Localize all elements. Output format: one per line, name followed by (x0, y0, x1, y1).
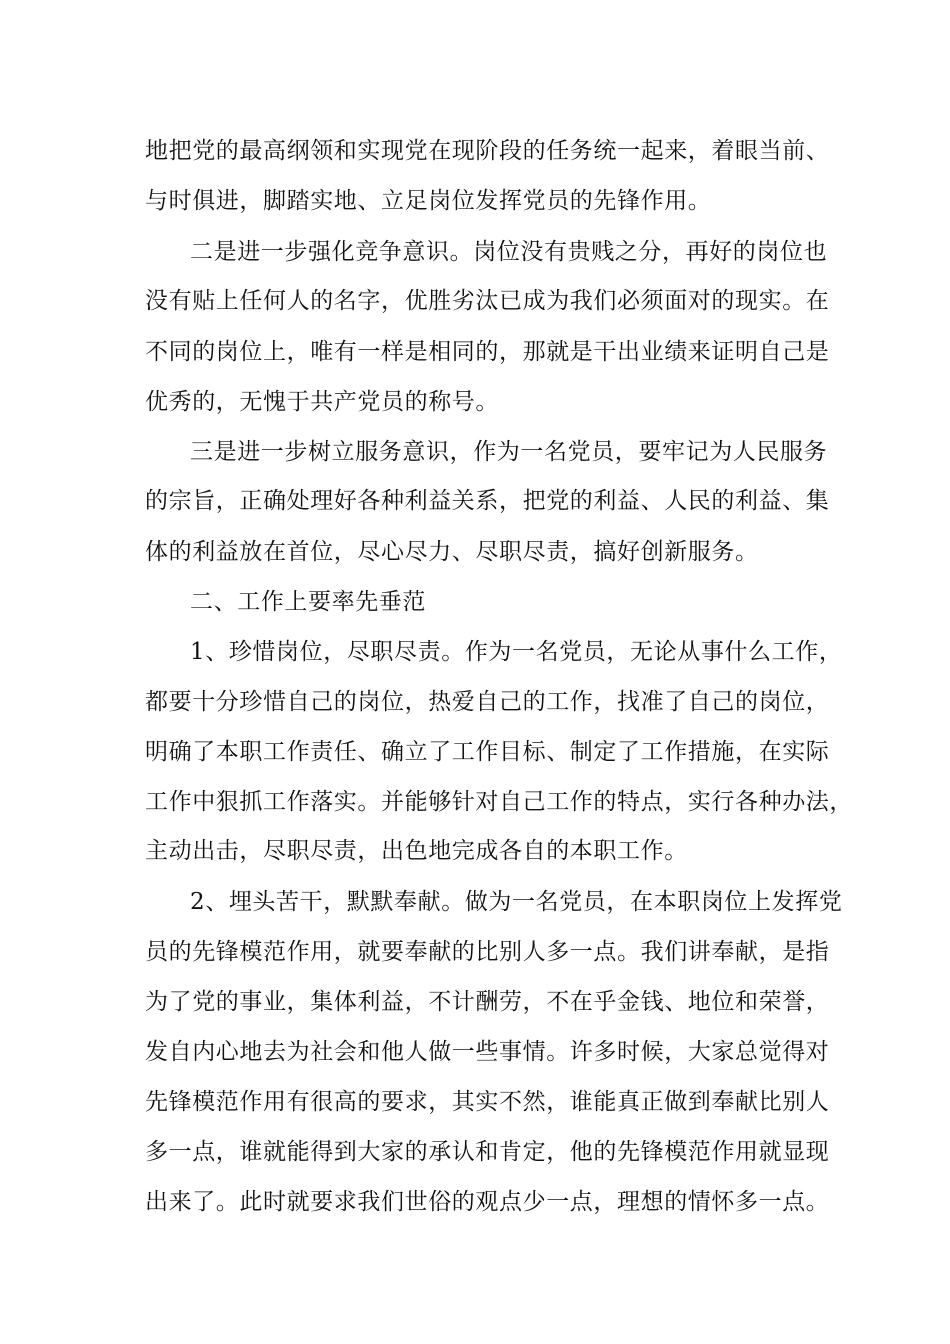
text-line: 主动出击，尽职尽责，出色地完成各自的本职工作。 (145, 838, 688, 864)
text-line: 不同的岗位上，唯有一样是相同的，那就是干出业绩来证明自己是 (145, 339, 830, 365)
text-line: 发自内心地去为社会和他人做一些事情。许多时候，大家总觉得对 (145, 1039, 830, 1065)
text-line: 没有贴上任何人的名字，优胜劣汰已成为我们必须面对的现实。在 (145, 288, 830, 314)
section-heading: 二、工作上要率先垂范 (190, 589, 426, 615)
text-line: 员的先锋模范作用，就要奉献的比别人多一点。我们讲奉献，是指 (145, 939, 830, 965)
text-line: 多一点，谁就能得到大家的承认和肯定，他的先锋模范作用就显现 (145, 1139, 830, 1165)
text-line: 出来了。此时就要求我们世俗的观点少一点，理想的情怀多一点。 (145, 1189, 830, 1215)
text-line: 明确了本职工作责任、确立了工作目标、制定了工作措施，在实际 (145, 739, 830, 765)
text-line: 都要十分珍惜自己的岗位，热爱自己的工作，找准了自己的岗位， (145, 689, 830, 715)
text-line: 的宗旨，正确处理好各种利益关系，把党的利益、人民的利益、集 (145, 488, 830, 514)
text-line: 先锋模范作用有很高的要求，其实不然，谁能真正做到奉献比别人 (145, 1089, 830, 1115)
paragraph-start-line: 2、埋头苦干，默默奉献。做为一名党员，在本职岗位上发挥党 (190, 889, 843, 915)
text-line: 体的利益放在首位，尽心尽力、尽职尽责，搞好创新服务。 (145, 539, 759, 565)
text-line: 为了党的事业，集体利益，不计酬劳，不在乎金钱、地位和荣誉， (145, 989, 830, 1015)
text-line: 优秀的，无愧于共产党员的称号。 (145, 389, 499, 415)
text-line: 地把党的最高纲领和实现党在现阶段的任务统一起来，着眼当前、 (145, 138, 830, 164)
paragraph-start-line: 二是进一步强化竞争意识。岗位没有贵贱之分，再好的岗位也 (190, 239, 828, 265)
paragraph-start-line: 三是进一步树立服务意识，作为一名党员，要牢记为人民服务 (190, 439, 828, 465)
text-line: 与时俱进，脚踏实地、立足岗位发挥党员的先锋作用。 (145, 188, 712, 214)
paragraph-start-line: 1、珍惜岗位，尽职尽责。作为一名党员，无论从事什么工作， (190, 639, 843, 665)
text-line: 工作中狠抓工作落实。并能够针对自己工作的特点，实行各种办法， (145, 789, 853, 815)
